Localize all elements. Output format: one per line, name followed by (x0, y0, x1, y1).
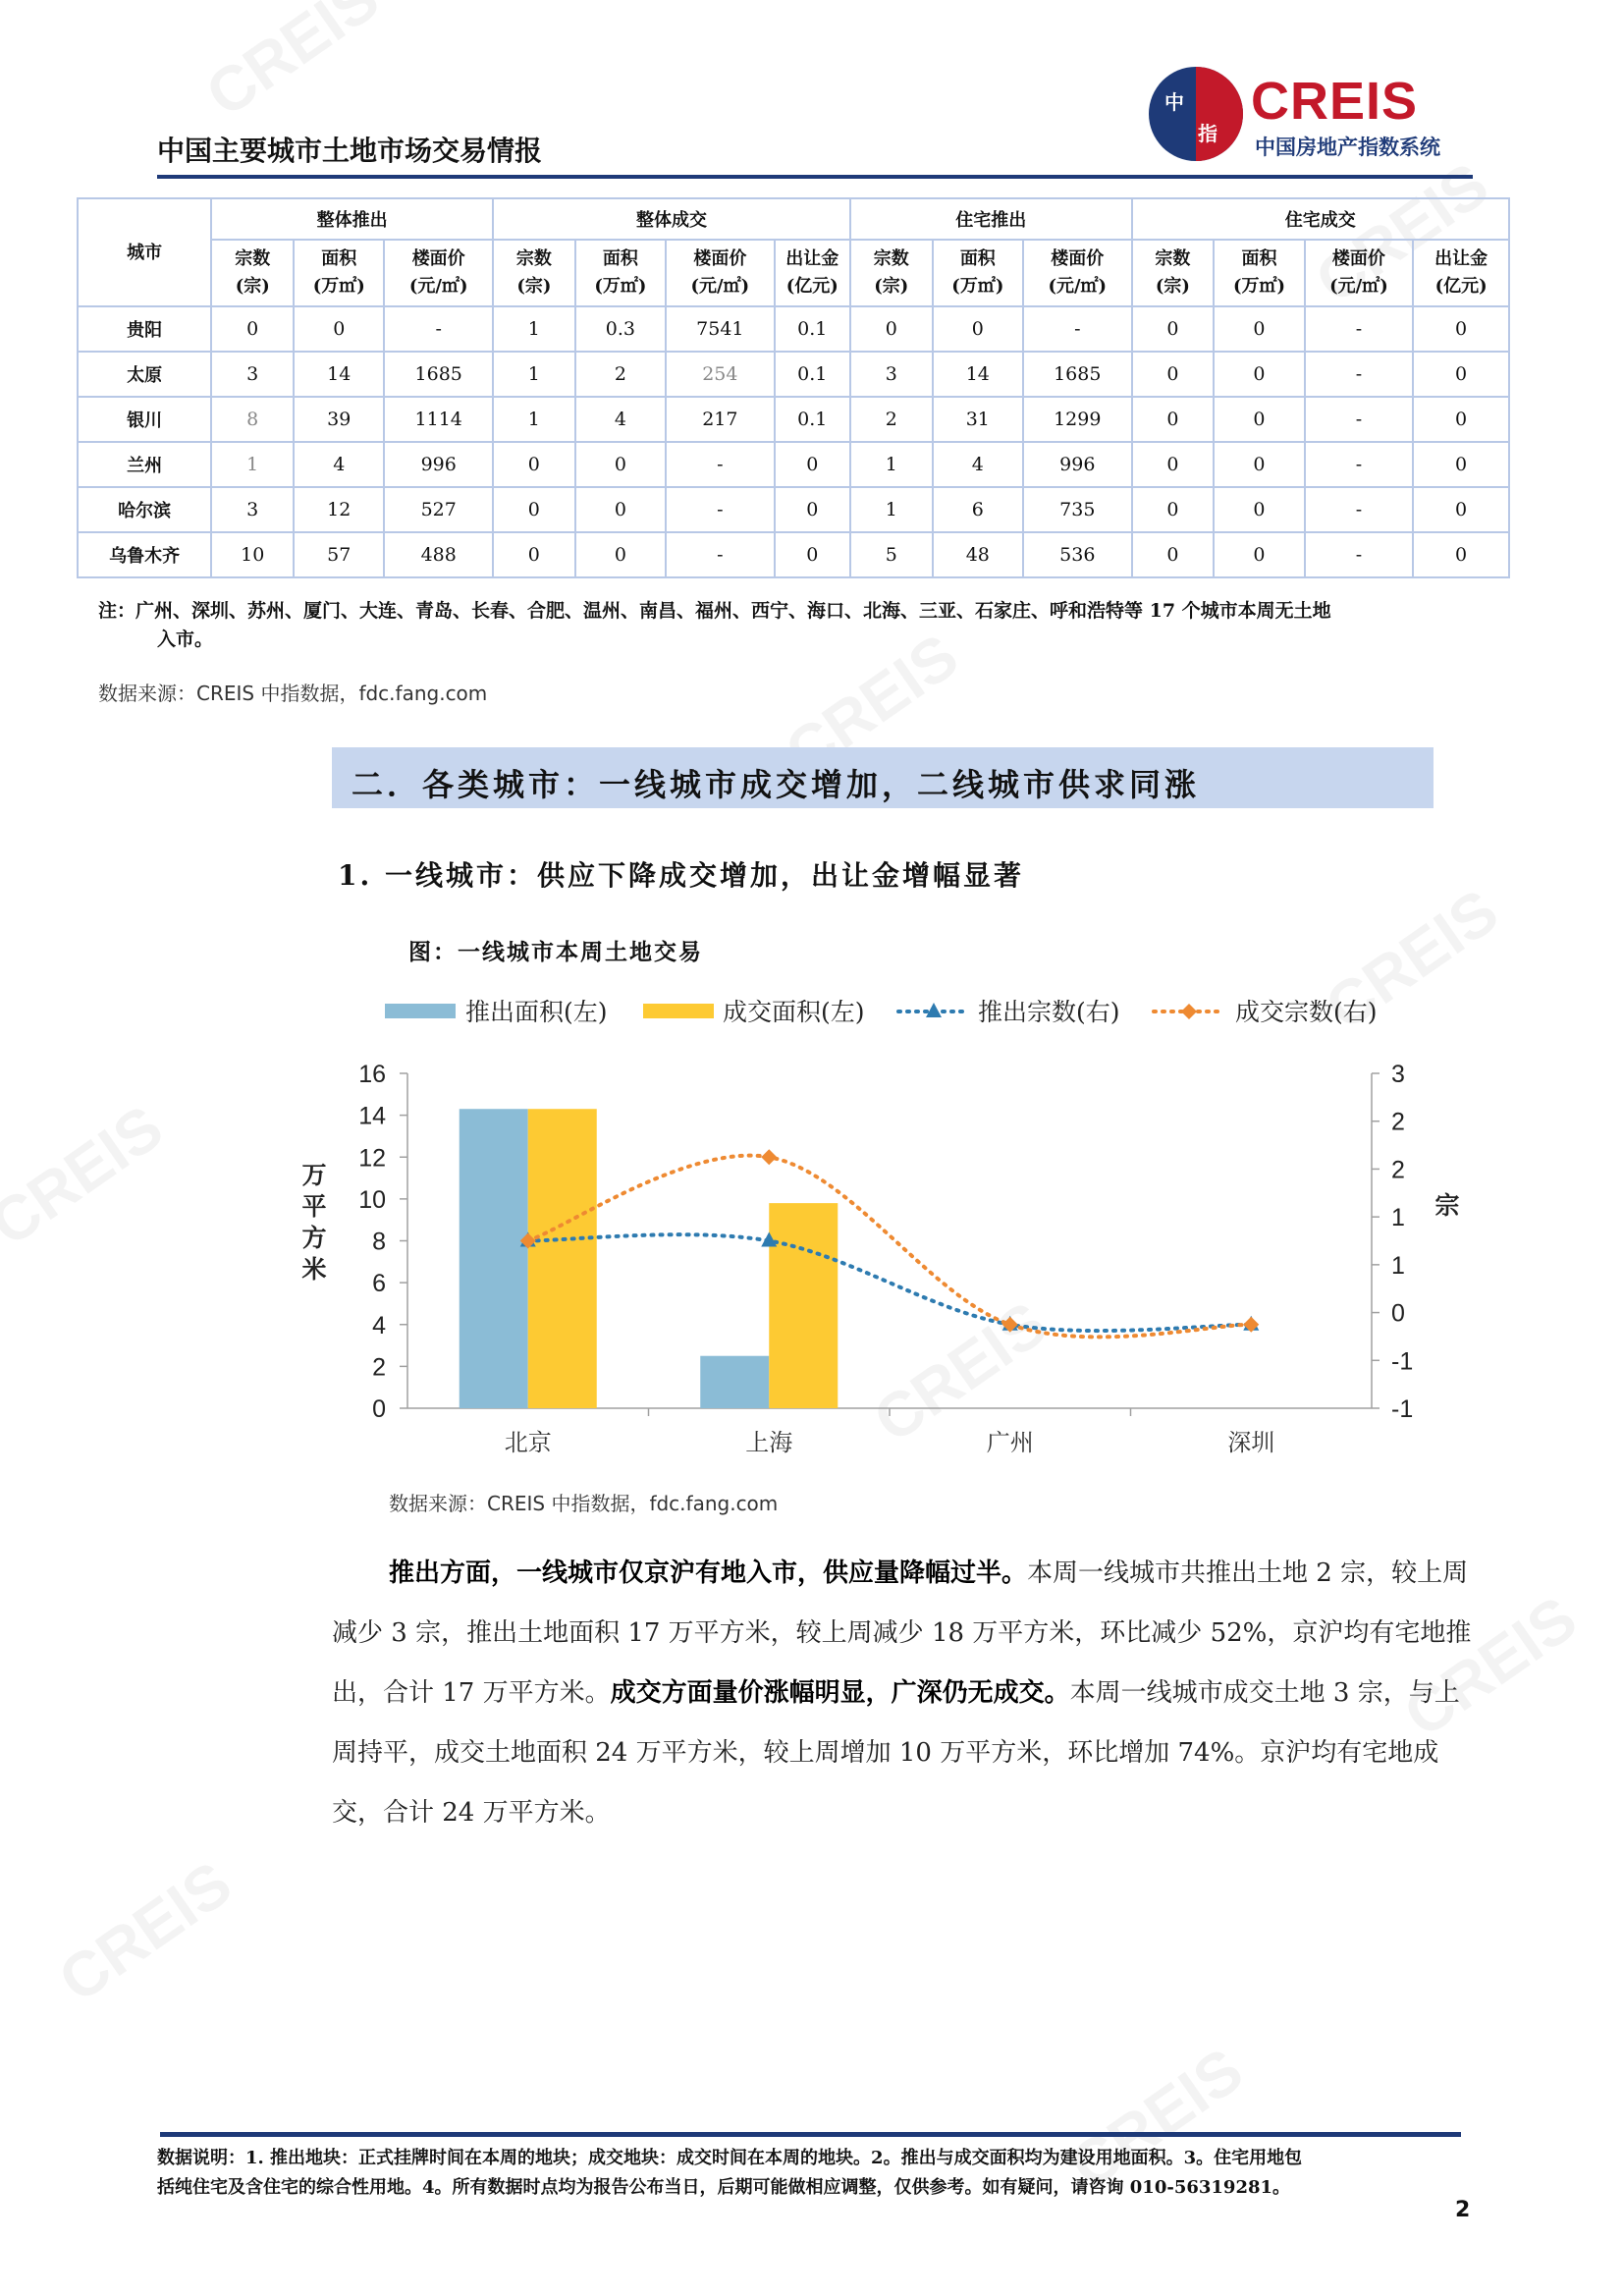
column-header-label: 宗数 (1155, 248, 1191, 269)
paragraph-text: 本周一线城市共推出土地 2 宗，较上周减少 3 宗，推出土地面积 17 万平方米，较上周减少 18 万平方米，环比减少 52%，京沪均有宅地推出，合计 17 万平方米。 (332, 1558, 1472, 1708)
table-cell: 0 (1413, 532, 1509, 577)
legend-marker (926, 1003, 942, 1017)
data-notes-line: 数据说明：1. 推出地块：正式挂牌时间在本周的地块；成交地块：成交时间在本周的地块。2。推出与成交面积均为建设用地面积。3。住宅用地包 (157, 2148, 1303, 2168)
logo-subtitle: 中国房地产指数系统 (1255, 136, 1440, 159)
city-cell: 兰州 (78, 442, 211, 487)
bar-launched-area (700, 1356, 769, 1408)
y-right-tick-label: -1 (1391, 1395, 1414, 1423)
column-header-unit: (万㎡) (312, 276, 365, 297)
table-cell: 1 (493, 306, 575, 352)
table-cell: 14 (294, 352, 384, 397)
y-tick-label: 10 (358, 1185, 386, 1214)
table-cell: 996 (384, 442, 493, 487)
table-cell: 0 (211, 306, 294, 352)
column-header-unit: (宗) (874, 276, 909, 297)
legend-label: 成交宗数(右) (1235, 998, 1378, 1026)
table-cell: 7541 (666, 306, 775, 352)
chart-source: 数据来源：CREIS 中指数据，fdc.fang.com (389, 1492, 779, 1515)
logo-wordmark: CREIS (1251, 72, 1419, 131)
bar-transacted-area (528, 1109, 597, 1408)
y-tick-label: 8 (372, 1228, 386, 1256)
table-cell: 2 (575, 352, 666, 397)
x-tick-label: 北京 (504, 1429, 552, 1456)
column-header-unit: (元/㎡) (408, 276, 468, 297)
table-cell: 0 (850, 306, 933, 352)
table-cell: 0 (1214, 532, 1304, 577)
table-note-line: 入市。 (157, 629, 214, 650)
table-cell: - (666, 442, 775, 487)
city-cell: 银川 (78, 397, 211, 442)
table-cell: 1299 (1023, 397, 1132, 442)
y-tick-label: 0 (372, 1395, 386, 1423)
y-tick-label: 12 (358, 1144, 386, 1173)
y-axis-title-char: 平 (301, 1192, 327, 1221)
table-cell: - (1305, 352, 1414, 397)
table-cell: 4 (933, 442, 1023, 487)
table-cell: 57 (294, 532, 384, 577)
table-cell: 0 (1214, 487, 1304, 532)
y-right-tick-label: 3 (1391, 1061, 1405, 1088)
paragraph-highlight: 推出方面，一线城市仅京沪有地入市，供应量降幅过半。 (389, 1558, 1028, 1588)
table-cell: 0 (1413, 397, 1509, 442)
column-header-unit: (万㎡) (951, 276, 1004, 297)
data-notes (157, 2144, 1473, 2203)
table-cell: 0 (575, 487, 666, 532)
y-right-tick-label: -1 (1391, 1347, 1414, 1376)
column-header-label: 出让金 (1434, 248, 1488, 269)
table-cell: 2 (850, 397, 933, 442)
logo-glyph: 指 (1198, 122, 1217, 145)
legend-label: 成交面积(左) (723, 998, 865, 1026)
column-header-label: 宗数 (873, 248, 909, 269)
table-cell: 0 (1214, 397, 1304, 442)
table-cell: 3 (211, 352, 294, 397)
y-axis-title-char: 米 (301, 1255, 327, 1284)
table-cell: 0 (1413, 306, 1509, 352)
table-cell: 1 (850, 442, 933, 487)
table-cell: - (1305, 397, 1414, 442)
table-cell: 0 (1132, 532, 1215, 577)
table-cell: 0 (1214, 352, 1304, 397)
column-header-unit: (元/㎡) (690, 276, 750, 297)
table-cell: 0 (1132, 306, 1215, 352)
table-cell: 10 (211, 532, 294, 577)
table-cell: 0 (775, 487, 850, 532)
table-cell: 4 (294, 442, 384, 487)
column-header-unit: (宗) (516, 276, 552, 297)
column-header-label: 面积 (959, 248, 996, 269)
table-cell: 0.1 (775, 306, 850, 352)
table-cell: 5 (850, 532, 933, 577)
column-header-label: 楼面价 (1051, 248, 1105, 269)
city-cell: 太原 (78, 352, 211, 397)
table-cell: - (666, 532, 775, 577)
column-header-label: 楼面价 (693, 248, 747, 269)
table-cell: 14 (933, 352, 1023, 397)
x-tick-label: 广州 (986, 1429, 1034, 1456)
table-cell: 8 (211, 397, 294, 442)
city-cell: 乌鲁木齐 (78, 532, 211, 577)
watermark (45, 1847, 244, 2017)
y-right-tick-label: 1 (1391, 1204, 1405, 1232)
table-cell: 1 (850, 487, 933, 532)
table-note-line: 注：广州、深圳、苏州、厦门、大连、青岛、长春、合肥、温州、南昌、福州、西宁、海口、北海、三亚、石家庄、呼和浩特等 17 个城市本周无土地 (98, 600, 1331, 622)
table-cell: 0 (775, 442, 850, 487)
y-tick-label: 2 (372, 1353, 386, 1382)
column-header-unit: (宗) (1155, 276, 1190, 297)
table-cell: 1685 (1023, 352, 1132, 397)
legend-swatch (385, 1004, 456, 1018)
table-cell: 0 (1413, 442, 1509, 487)
group-header: 整体成交 (493, 198, 850, 240)
city-cell: 贵阳 (78, 306, 211, 352)
table-cell: 0 (1132, 352, 1215, 397)
x-tick-label: 深圳 (1227, 1429, 1275, 1456)
table-cell: 735 (1023, 487, 1132, 532)
column-header-unit: (亿元) (785, 276, 839, 297)
table-cell: 1 (493, 352, 575, 397)
group-header: 住宅推出 (850, 198, 1132, 240)
table-cell: 4 (575, 397, 666, 442)
logo-glyph: 中 (1164, 90, 1184, 114)
y-tick-label: 14 (358, 1102, 386, 1130)
legend-marker (1181, 1004, 1197, 1019)
figure-title: 图：一线城市本周土地交易 (408, 939, 703, 965)
table-cell: 254 (666, 352, 775, 397)
group-header: 住宅成交 (1132, 198, 1509, 240)
column-header-label: 面积 (321, 248, 357, 269)
y-right-tick-label: 0 (1391, 1299, 1405, 1328)
table-cell: 0 (933, 306, 1023, 352)
bar-transacted-area (769, 1203, 838, 1408)
report-title: 中国主要城市土地市场交易情报 (157, 135, 543, 167)
table-cell: 0 (575, 532, 666, 577)
column-header-unit: (万㎡) (594, 276, 647, 297)
table-cell: 31 (933, 397, 1023, 442)
bar-launched-area (460, 1109, 528, 1408)
group-header: 整体推出 (211, 198, 493, 240)
line-launched-count (528, 1234, 1252, 1331)
column-header-label: 楼面价 (1331, 248, 1385, 269)
line-transacted-count (528, 1156, 1252, 1338)
y-tick-label: 4 (372, 1311, 386, 1339)
footer-divider (160, 2132, 1461, 2137)
table-cell: 488 (384, 532, 493, 577)
legend-label: 推出面积(左) (465, 998, 608, 1026)
table-cell: 536 (1023, 532, 1132, 577)
table-cell: 0 (575, 442, 666, 487)
table-cell: 12 (294, 487, 384, 532)
table-cell: 1 (211, 442, 294, 487)
table-cell: 0.3 (575, 306, 666, 352)
table-cell: 527 (384, 487, 493, 532)
table-cell: 6 (933, 487, 1023, 532)
table-cell: 0 (294, 306, 384, 352)
y-tick-label: 6 (372, 1270, 386, 1298)
y-right-tick-label: 2 (1391, 1108, 1405, 1136)
column-header-label: 面积 (1241, 248, 1277, 269)
section-title: 二．各类城市：一线城市成交增加，二线城市供求同涨 (352, 766, 1201, 803)
table-cell: - (384, 306, 493, 352)
table-cell: - (1305, 532, 1414, 577)
table-cell: 0 (1132, 397, 1215, 442)
table-cell: 0 (1413, 352, 1509, 397)
table-cell: 0 (1132, 487, 1215, 532)
table-cell: 0.1 (775, 397, 850, 442)
table-cell: 0 (493, 532, 575, 577)
city-cell: 哈尔滨 (78, 487, 211, 532)
diamond-marker (761, 1149, 777, 1165)
table-cell: 0 (493, 442, 575, 487)
table-cell: 0 (775, 532, 850, 577)
table-cell: 0 (1132, 442, 1215, 487)
paragraph-text: 本周一线城市成交土地 3 宗，与上周持平，成交土地面积 24 万平方米，较上周增加 10 万平方米，环比增加 74%。京沪均有宅地成交，合计 24 万平方米。 (332, 1678, 1460, 1828)
column-header-label: 面积 (602, 248, 638, 269)
data-notes-line: 括纯住宅及含住宅的综合性用地。4。所有数据时点均为报告公布当日，后期可能做相应调整，仅供参考。如有疑问，请咨询 010-56319281。 (157, 2177, 1291, 2198)
table-cell: 996 (1023, 442, 1132, 487)
y-axis-right-title: 宗 (1434, 1191, 1460, 1220)
table-cell: 1685 (384, 352, 493, 397)
table-cell: 217 (666, 397, 775, 442)
table-cell: 39 (294, 397, 384, 442)
table-cell: 0 (1214, 442, 1304, 487)
column-header-label: 出让金 (785, 248, 839, 269)
table-cell: 0 (493, 487, 575, 532)
table-cell: - (1305, 487, 1414, 532)
table-cell: 1114 (384, 397, 493, 442)
table-cell: 3 (850, 352, 933, 397)
table-cell: 0 (1413, 487, 1509, 532)
table-cell: 0.1 (775, 352, 850, 397)
table-cell: 3 (211, 487, 294, 532)
column-header-unit: (宗) (235, 276, 270, 297)
subsection-title: 1. 一线城市：供应下降成交增加，出让金增幅显著 (338, 859, 1024, 892)
table-source: 数据来源：CREIS 中指数据，fdc.fang.com (98, 682, 488, 705)
column-header-unit: (亿元) (1434, 276, 1488, 297)
table-corner-header: 城市 (78, 198, 211, 306)
table-cell: 48 (933, 532, 1023, 577)
analysis-paragraph (332, 1544, 1476, 1843)
column-header-label: 楼面价 (411, 248, 465, 269)
y-axis-title-char: 方 (301, 1224, 327, 1252)
column-header-label: 宗数 (235, 248, 271, 269)
column-header-unit: (元/㎡) (1048, 276, 1108, 297)
y-axis-title-char: 万 (301, 1161, 327, 1189)
y-tick-label: 16 (358, 1061, 386, 1088)
page-number: 2 (1455, 2198, 1471, 2222)
table-cell: - (1023, 306, 1132, 352)
table-cell: - (1305, 442, 1414, 487)
table-cell: - (1305, 306, 1414, 352)
paragraph-highlight: 成交方面量价涨幅明显，广深仍无成交。 (610, 1678, 1070, 1708)
legend-label: 推出宗数(右) (978, 998, 1120, 1026)
column-header-unit: (万㎡) (1232, 276, 1285, 297)
x-tick-label: 上海 (745, 1429, 793, 1456)
table-cell: 1 (493, 397, 575, 442)
y-right-tick-label: 1 (1391, 1251, 1405, 1280)
y-right-tick-label: 2 (1391, 1156, 1405, 1184)
legend-swatch (643, 1004, 714, 1018)
table-cell: - (666, 487, 775, 532)
table-cell: 0 (1214, 306, 1304, 352)
column-header-unit: (元/㎡) (1329, 276, 1388, 297)
column-header-label: 宗数 (515, 248, 552, 269)
